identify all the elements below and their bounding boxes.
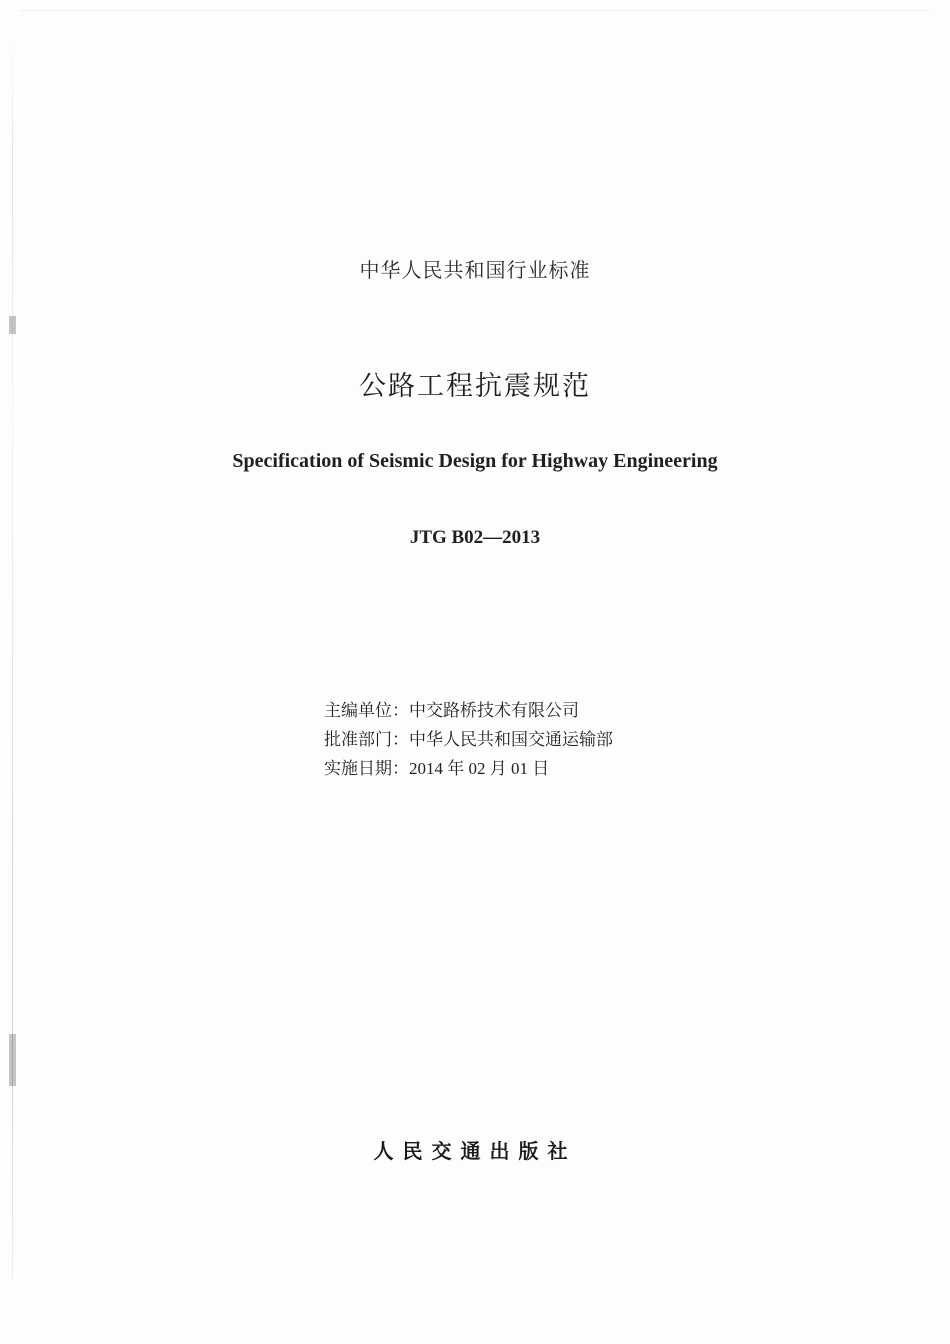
info-label: 批准部门： — [324, 730, 409, 749]
standard-category: 中华人民共和国行业标准 — [359, 258, 591, 282]
info-row-editor — [324, 696, 613, 725]
publisher-name: 人民交通出版社 — [373, 1139, 577, 1163]
info-value: 2014 年 02 月 01 日 — [409, 759, 550, 778]
document-title-cn: 公路工程抗震规范 — [359, 371, 591, 402]
info-value: 中华人民共和国交通运输部 — [409, 730, 613, 749]
scan-speck — [9, 316, 16, 334]
scan-left-edge — [12, 40, 13, 1280]
info-label: 主编单位： — [324, 701, 409, 720]
scan-speck — [9, 1034, 16, 1086]
document-info-block — [324, 696, 613, 783]
info-row-approver — [324, 725, 613, 754]
info-value: 中交路桥技术有限公司 — [409, 701, 579, 720]
document-title-en: Specification of Seismic Design for Highway Engineering — [232, 450, 718, 472]
standard-code: JTG B02—2013 — [409, 527, 541, 548]
info-label: 实施日期： — [324, 759, 409, 778]
info-row-effective-date — [324, 754, 613, 783]
scan-top-edge — [20, 10, 930, 11]
